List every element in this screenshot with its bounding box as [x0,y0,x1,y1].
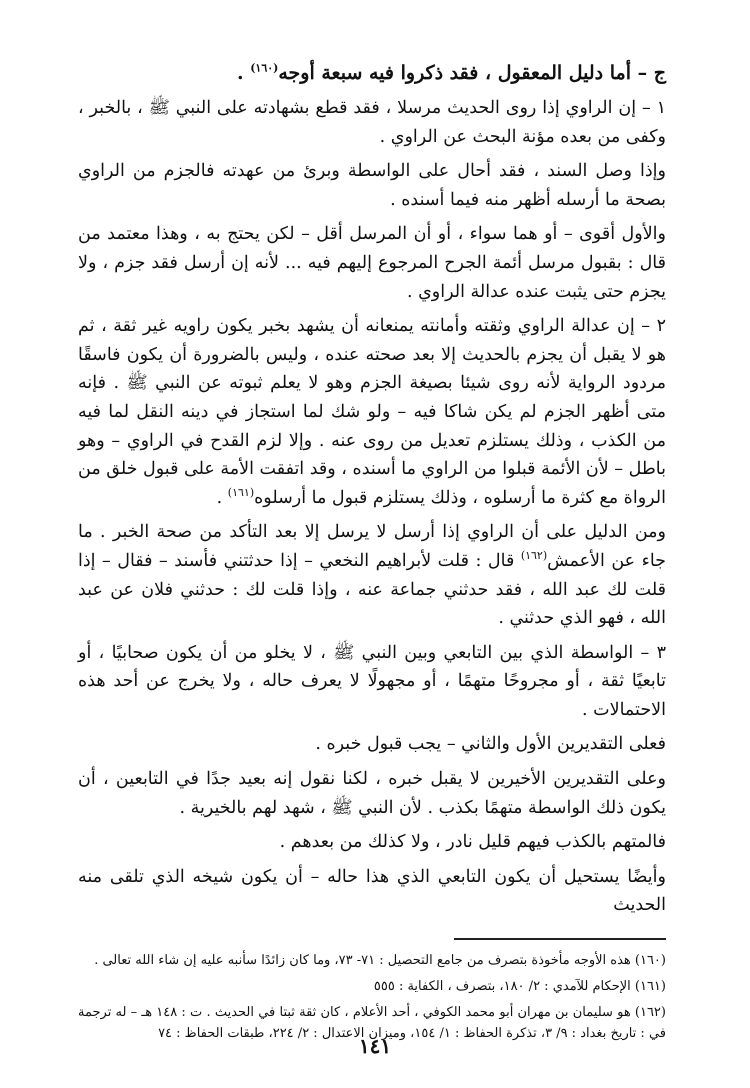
footnote-separator [454,938,666,940]
footnote-text: (١٦١) الإحكام للآمدي : ٢/ ١٨٠، بتصرف ، الكفاية : ٥٥٥ [373,979,666,995]
paragraph-10 [78,863,666,920]
paragraph-8 [78,765,666,822]
paragraph-7 [78,730,666,759]
heading-text: ج – أما دليل المعقول ، فقد ذكروا فيه سبعة أوجه [278,62,666,84]
heading-tail: . [236,62,251,84]
paragraph-text: فعلى التقديرين الأول والثاني – يجب قبول خبره . [315,734,666,755]
footnote-text: (١٦٢) هو سليمان بن مهران أبو محمد الكوفي ، أحد الأعلام ، كان ثقة ثبتا في الحديث . ت : ١٤٨ هـ – له ترجمة في : تاريخ بغداد : ٩/ ٣، تذكرة الحفاظ : ١/ ١٥٤، وميزان الاعتدال : ٢/ ٢٢٤، طبقات الحفاظ : ٧٤ [78,1005,666,1042]
paragraph-text: والأول أقوى – أو هما سواء ، أو أن المرسل أقل – لكن يحتج به ، وهذا معتمد من قال : بقبول مرسل أئمة الجرح المرجوع إليهم فيه ... لأنه إن أرسل فقد جزم ، ولا يجزم حتى يثبت عنده عدالة الراوي . [78,224,666,302]
paragraph-2 [78,157,666,214]
footnote-ref-160[interactable]: (١٦٠) [250,61,279,75]
footnote-ref-162[interactable]: (١٦٢) [520,549,548,563]
paragraph-tail: قال : قلت لأبراهيم النخعي – إذا حدثتني فأسند – فقال – إذا قلت لك عبد الله ، فقد حدثني جماعة عنه ، وإذا قلت لك : حدثني فلان عن عبد الله ، فهو الذي حدثني . [78,550,666,629]
paragraph-text: وأيضًا يستحيل أن يكون التابعي الذي هذا حاله – أن يكون شيخه الذي تلقى منه الحديث [78,866,666,916]
paragraph-text: وإذا وصل السند ، فقد أحال على الواسطة وبرئ من عهدته فالجزم من الراوي بصحة ما أرسله أظهر منه فيما أسنده . [78,161,666,210]
paragraph-text: وعلى التقديرين الأخيرين لا يقبل خبره ، لكنا نقول إنه بعيد جدًا في التابعين ، أن يكون ذلك الواسطة متهمًا بكذب . لأن النبي ﷺ ، شهد لهم بالخيرية . [78,769,666,818]
paragraph-text: ١ – إن الراوي إذا روى الحديث مرسلا ، فقد قطع بشهادته على النبي ﷺ ، بالخبر ، وكفى من بعده مؤنة البحث عن الراوي . [78,98,666,147]
footnote-ref-161[interactable]: (١٦١) [227,485,255,499]
paragraph-tail: . [216,487,228,508]
paragraph-text: ومن الدليل على أن الراوي إذا أرسل لا يرسل إلا بعد التأكد من صحة الخبر . ما جاء عن الأعمش [78,522,666,571]
footnote-text: (١٦٠) هذه الأوجه مأخوذة بتصرف من جامع التحصيل : ٧١- ٧٣، وما كان زائدًا سأنبه عليه إن شاء الله تعالى . [94,953,666,969]
paragraph-1 [78,94,666,151]
page-number: ١٤١ [358,1034,392,1058]
paragraph-3 [78,220,666,306]
paragraph-text: ٣ – الواسطة الذي بين التابعي وبين النبي ﷺ ، لا يخلو من أن يكون صحابيًا ، أو تابعيًا ثقة ، أو مجروحًا متهمًا ، أو مجهولًا لا يعرف حاله ، ولا يخرج عن أحد هذه الاحتمالات . [78,642,666,720]
footnote-separator-wrap [78,938,666,940]
footnote-161 [78,976,666,997]
paragraph-4 [78,312,666,512]
paragraph-text: ٢ – إن عدالة الراوي وثقته وأمانته يمنعانه أن يشهد بخبر يكون راويه غير ثقة ، ثم هو لا يقبل أن يجزم بالحديث إلا بعد صحته عنده ، وليس بالضرورة أن يكون فاسقًا مردود الرواية لأنه روى شيئا بصيغة الجزم وهو لا يعلم ثبوته عن النبي ﷺ . فإنه متى أظهر الجزم لم يكن شاكا فيه – ولو شك لما استجاز في دينه النقل لما فيه من الكذب ، وذلك يستلزم تعديل من روى عنه . وإلا لزم القدح في الراوي – وهو باطل – لأن الأئمة قبلوا من الراوي ما أسنده ، وقد اتفقت الأمة على قبول خلق من الرواة مع كثرة ما أرسلوه ، وذلك يستلزم قبول ما أرسلوه [78,316,666,508]
paragraph-5 [78,518,666,632]
paragraph-6 [78,639,666,725]
paragraph-9 [78,828,666,857]
footnote-160 [78,950,666,971]
section-heading [78,58,666,88]
paragraph-text: فالمتهم بالكذب فيهم قليل نادر ، ولا كذلك من بعدهم . [279,832,666,853]
